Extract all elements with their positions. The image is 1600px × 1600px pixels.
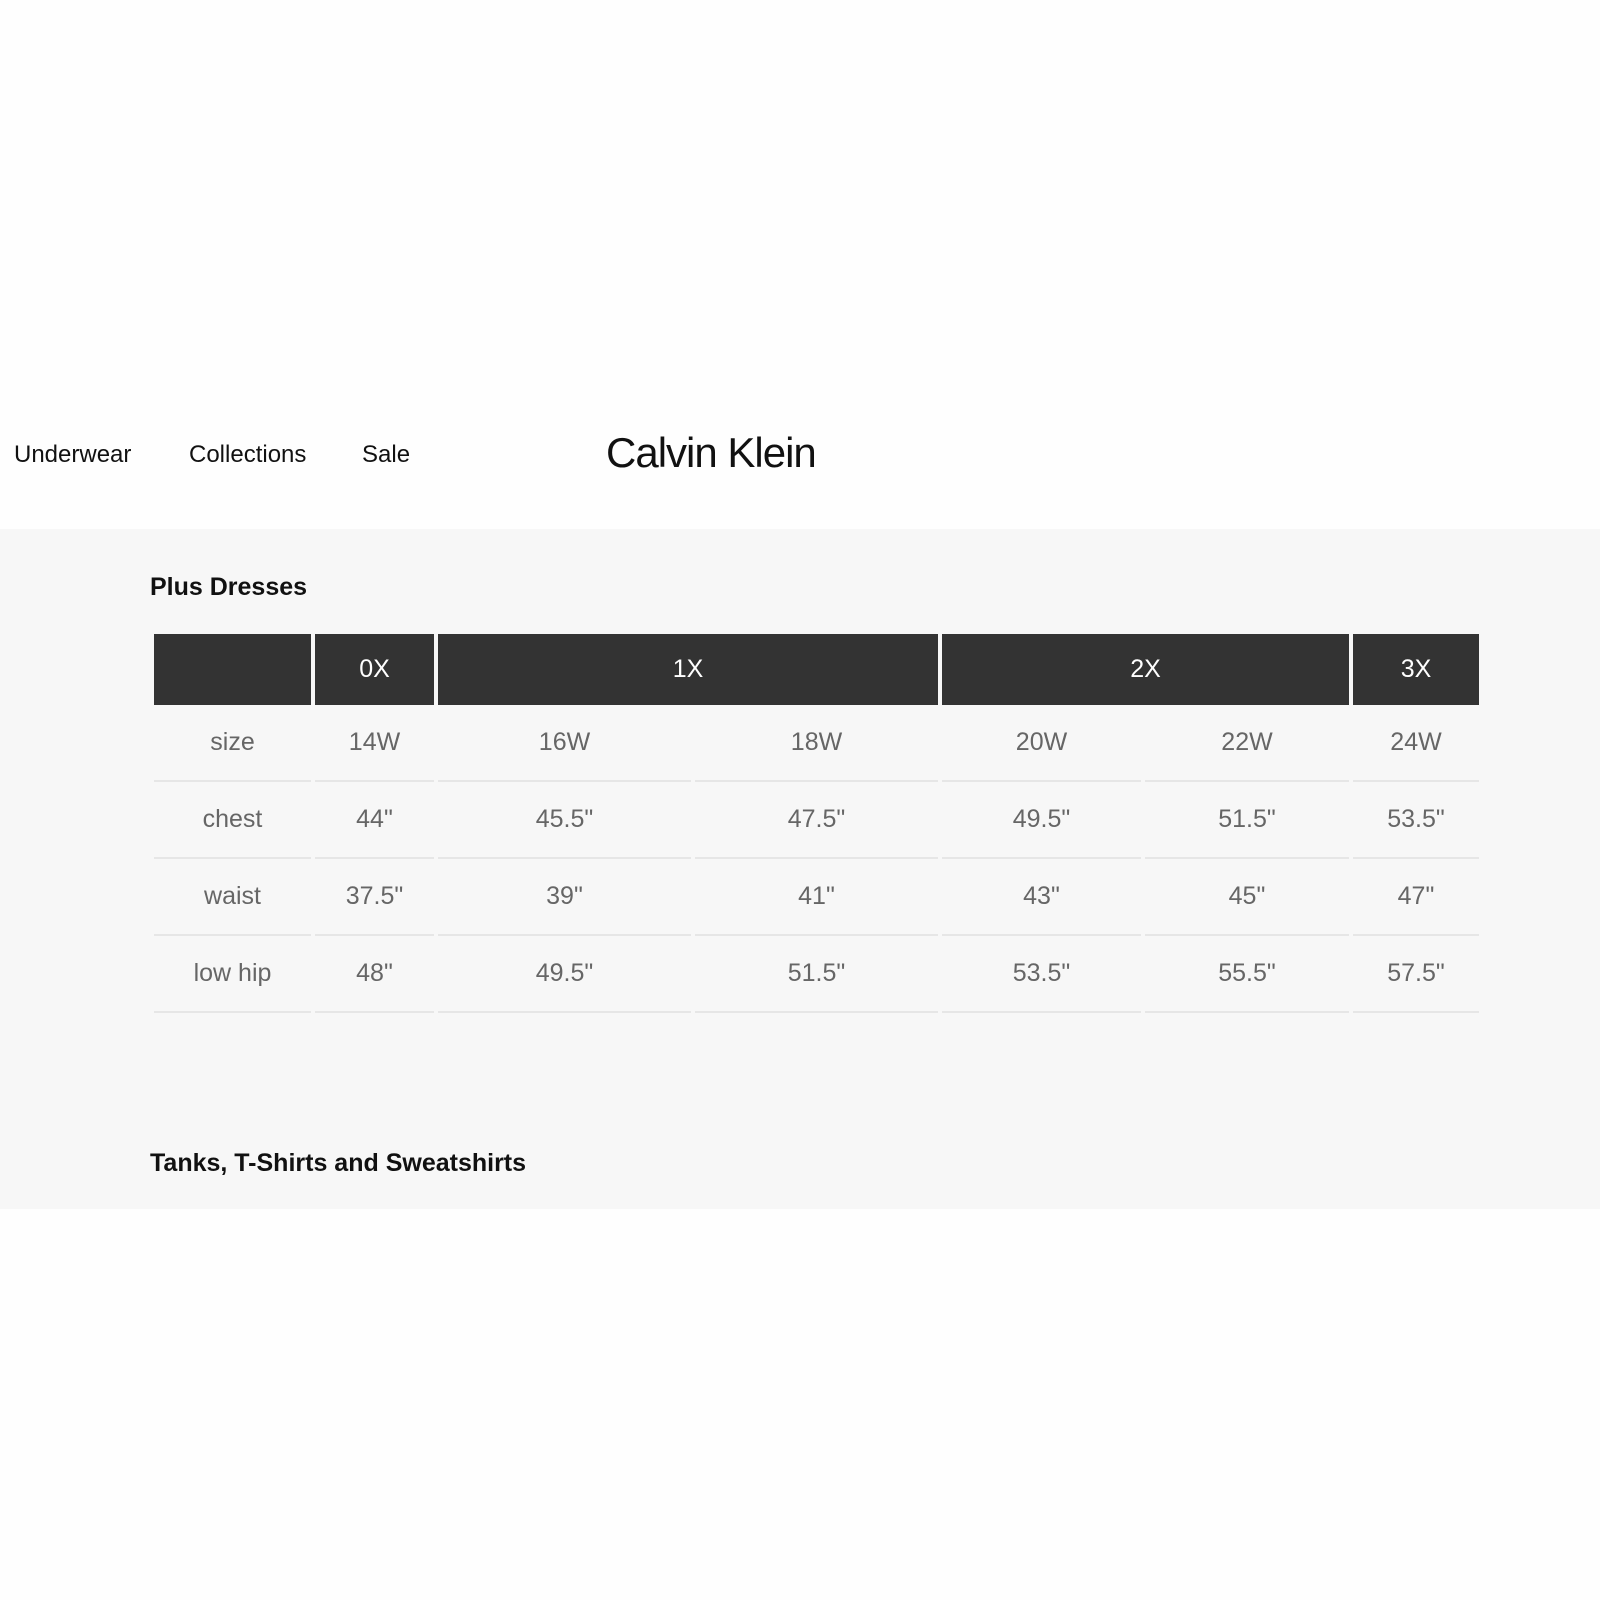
table-cell: 24W <box>1353 705 1479 782</box>
table-cell: 43" <box>942 859 1141 936</box>
table-cell: 37.5" <box>315 859 434 936</box>
nav-item-sale[interactable]: Sale <box>362 441 411 468</box>
plus-dresses-size-table <box>150 634 1483 1013</box>
table-cell: 45" <box>1145 859 1349 936</box>
top-navigation <box>0 425 1600 485</box>
nav-item-underwear[interactable]: Underwear <box>14 441 132 468</box>
table-cell: 49.5" <box>438 936 691 1013</box>
table-cell: 51.5" <box>1145 782 1349 859</box>
header-cell-empty <box>154 634 311 705</box>
table-row-low-hip <box>154 936 1479 1013</box>
section-title-tanks-tshirts-sweatshirts: Tanks, T-Shirts and Sweatshirts <box>150 1149 527 1177</box>
row-label: chest <box>154 782 311 859</box>
nav-item-collections[interactable]: Collections <box>189 441 307 468</box>
size-guide-content <box>0 529 1600 1209</box>
table-cell: 39" <box>438 859 691 936</box>
table-cell: 53.5" <box>942 936 1141 1013</box>
table-cell: 51.5" <box>695 936 938 1013</box>
table-cell: 44" <box>315 782 434 859</box>
header-cell-3x: 3X <box>1353 634 1479 705</box>
table-cell: 48" <box>315 936 434 1013</box>
table-cell: 49.5" <box>942 782 1141 859</box>
header-cell-0x: 0X <box>315 634 434 705</box>
table-cell: 41" <box>695 859 938 936</box>
row-label: waist <box>154 859 311 936</box>
table-cell: 47.5" <box>695 782 938 859</box>
table-cell: 53.5" <box>1353 782 1479 859</box>
header-cell-2x: 2X <box>942 634 1349 705</box>
section-title-plus-dresses: Plus Dresses <box>150 573 308 601</box>
table-cell: 20W <box>942 705 1141 782</box>
table-header-row <box>154 634 1479 705</box>
table-row-waist <box>154 859 1479 936</box>
table-cell: 55.5" <box>1145 936 1349 1013</box>
row-label: low hip <box>154 936 311 1013</box>
table-row-chest <box>154 782 1479 859</box>
table-cell: 47" <box>1353 859 1479 936</box>
table-row-size <box>154 705 1479 782</box>
row-label: size <box>154 705 311 782</box>
table-cell: 14W <box>315 705 434 782</box>
table-cell: 16W <box>438 705 691 782</box>
table-cell: 22W <box>1145 705 1349 782</box>
table-cell: 45.5" <box>438 782 691 859</box>
table-cell: 57.5" <box>1353 936 1479 1013</box>
header-cell-1x: 1X <box>438 634 938 705</box>
table-cell: 18W <box>695 705 938 782</box>
brand-logo[interactable]: Calvin Klein <box>606 429 816 476</box>
